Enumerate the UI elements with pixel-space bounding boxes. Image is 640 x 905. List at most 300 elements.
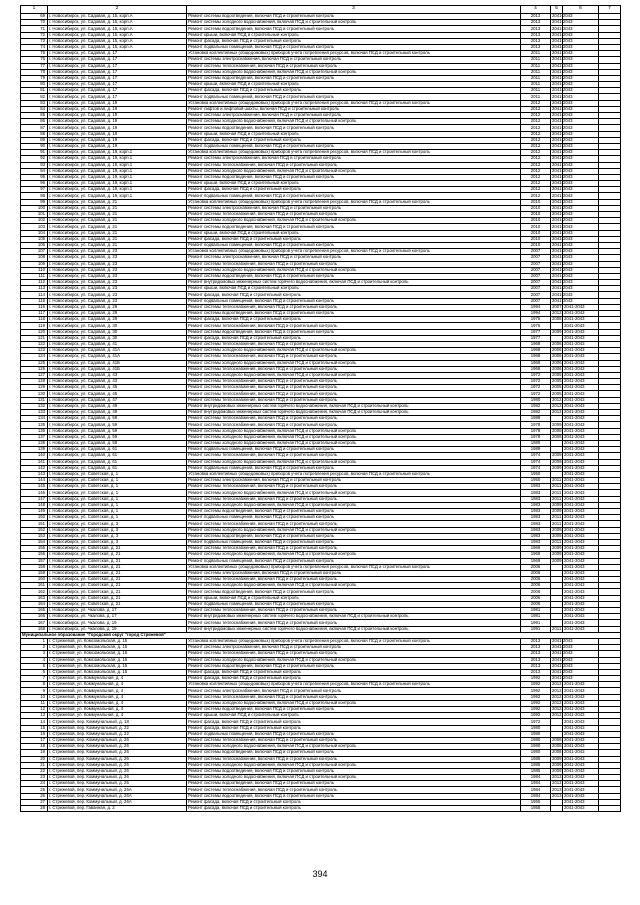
table-cell: г. Новосибирск, ул. Садовая, д. 15, корп.А (48, 14, 187, 20)
table-cell: Ремонт системы теплоснабжения, включая ПСД и строительный контроль (187, 354, 521, 360)
table-cell: 1985 (521, 756, 551, 762)
column-header: 7 (599, 6, 621, 14)
table-cell: Ремонт системы водоотведения, включая ПСД и строительный контроль (187, 533, 521, 539)
table-cell: 2041-2043 (563, 570, 599, 576)
table-cell: 1955 (521, 799, 551, 805)
table-cell: Ремонт системы водоотведения, включая ПСД и строительный контроль (187, 768, 521, 774)
table-cell: 2012 (521, 168, 551, 174)
table-cell: 162 (21, 589, 48, 595)
table-cell: 2006 (521, 601, 551, 607)
table-cell: 2041-2043 (563, 465, 599, 471)
table-cell: Ремонт системы теплоснабжения, включая ПСД и строительный контроль (187, 694, 521, 700)
table-cell: 1958 (521, 806, 551, 812)
table-cell: 11 (21, 700, 48, 706)
table-cell: 2041-2043 (563, 434, 599, 440)
table-cell: 2011 (521, 63, 551, 69)
table-cell: г. Новосибирск, ул. Садовая, д. 23 (48, 280, 187, 286)
table-row (21, 781, 621, 787)
table-cell: 2041-2043 (563, 775, 599, 781)
table-cell: г. Новосибирск, ул. Садовая, д. 17 (48, 82, 187, 88)
table-cell: г. Новосибирск, ул. Садовая, д. 17 (48, 94, 187, 100)
table-cell: 2041-2043 (552, 229, 573, 235)
table-cell: Ремонт системы холодного водоснабжения, включая ПСД и строительный контроль (187, 20, 521, 26)
table-cell: Ремонт крыши, включая ПСД и строительный контроль (187, 713, 521, 719)
table-cell: 2041-2043 (563, 391, 599, 397)
table-cell: Установка коллективных (общедомовых) приборов учета потребления ресурсов, включая ПСД и строительный контроль (187, 51, 521, 57)
table-cell: 2012 (552, 396, 562, 402)
table-cell: г. Новосибирск, ул. Садовая, д. 59 (48, 428, 187, 434)
table-cell: 2041-2043 (552, 204, 573, 210)
table-cell: г. Новосибирск, ул. Садовая, д. 19 (48, 113, 187, 119)
table-cell: 2041-2043 (563, 447, 599, 453)
table-cell: 2009 (552, 501, 562, 507)
table-cell: 2011 (521, 82, 551, 88)
table-cell: Ремонт системы холодного водоснабжения, включая ПСД и строительный контроль (187, 372, 521, 378)
table-cell: Ремонт системы электроснабжения, включая ПСД и строительный контроль (187, 688, 521, 694)
table-cell: 90 (21, 143, 48, 149)
table-cell: 2006 (552, 353, 562, 359)
table-cell: Ремонт системы теплоснабжения, включая ПСД и строительный контроль (187, 521, 521, 527)
table-cell: 2041-2043 (552, 656, 573, 662)
page-number: 394 (312, 869, 328, 879)
table-cell: Ремонт системы холодного водоснабжения, включая ПСД и строительный контроль (187, 490, 521, 496)
table-cell: 127 (21, 372, 48, 378)
table-cell: 168 (21, 626, 48, 632)
table-cell: 2041-2043 (563, 682, 599, 688)
table-cell: 2041-2043 (552, 81, 573, 87)
table-cell: 1978 (521, 428, 551, 434)
table-cell: 95 (21, 174, 48, 180)
table-cell: 2041-2043 (552, 638, 573, 644)
table-cell: г. Новосибирск, ул. Садовая, д. 17 (48, 63, 187, 69)
table-cell: 2041-2043 (563, 484, 599, 490)
table-cell: Ремонт лифтов и лифтовой шахты, включая ПСД и строительный контроль (187, 106, 521, 112)
table-cell: Ремонт подвальных помещений, включая ПСД и строительный контроль (187, 731, 521, 737)
table-cell: г. Стрежевой, пер. Коммунальный, д. 26А (48, 787, 187, 793)
table-cell: Ремонт системы водоотведения, включая ПСД и строительный контроль (187, 663, 521, 669)
table-cell: 1983 (521, 527, 551, 533)
table-cell: Ремонт системы водоотведения, включая ПСД и строительный контроль (187, 311, 521, 317)
table-cell: 157 (21, 558, 48, 564)
table-cell: г. Новосибирск, ул. Советская, д. 21 (48, 583, 187, 589)
table-cell: г. Новосибирск, ул. Садовая, д. 17 (48, 75, 187, 81)
table-cell: 2041-2043 (552, 37, 573, 43)
table-cell: Ремонт фасада, включая ПСД и строительный контроль (187, 38, 521, 44)
table-cell: Ремонт системы теплоснабжения, включая ПСД и строительный контроль (187, 608, 521, 614)
table-cell: 135 (21, 422, 48, 428)
table-cell: Ремонт системы теплоснабжения, включая ПСД и строительный контроль (187, 385, 521, 391)
table-cell: 2009 (552, 761, 562, 767)
table-cell: 138 (21, 440, 48, 446)
table-cell: Установка коллективных (общедомовых) приборов учета потребления ресурсов, включая ПСД и строительный контроль (187, 682, 521, 688)
table-cell: 137 (21, 434, 48, 440)
table-cell: Ремонт системы водоотведения, включая ПСД и строительный контроль (187, 26, 521, 32)
table-cell: 120 (21, 329, 48, 335)
table-cell: 150 (21, 515, 48, 521)
table-cell: 2041-2043 (563, 410, 599, 416)
table-cell: Ремонт подвальных помещений, включая ПСД и строительный контроль (187, 539, 521, 545)
table-cell: 1994 (521, 311, 551, 317)
table-cell: 1981 (521, 608, 551, 614)
table-cell: г. Стрежевой, пер. Коммунальный, д. 26 (48, 756, 187, 762)
table-cell: 2006 (552, 347, 562, 353)
table-cell: 1983 (521, 515, 551, 521)
table-cell: Ремонт системы холодного водоснабжения, включая ПСД и строительный контроль (187, 762, 521, 768)
table-cell: 155 (21, 546, 48, 552)
table-cell: 2041-2043 (563, 311, 599, 317)
table-cell: 119 (21, 323, 48, 329)
table-cell: 2041-2043 (552, 136, 573, 142)
table-cell: 2012 (552, 310, 562, 316)
table-row (21, 614, 621, 620)
table-cell: 2013 (521, 651, 551, 657)
table-cell: 2041-2043 (552, 669, 573, 675)
table-cell: Ремонт системы водоотведения, включая ПСД и строительный контроль (187, 174, 521, 180)
table-cell: Ремонт подвальных помещений, включая ПСД и строительный контроль (187, 558, 521, 564)
table-cell: 1968 (521, 354, 551, 360)
table-body-strezhevoy (21, 638, 621, 811)
table-row (21, 119, 621, 125)
table-cell: 2008 (552, 433, 562, 439)
table-cell: г. Стрежевой, пер. Коммунальный, д. 26 (48, 781, 187, 787)
table-cell: 2005 (552, 384, 562, 390)
table-cell: г. Стрежевой, пер. Коммунальный, д. 26 (48, 750, 187, 756)
table-cell: Ремонт системы холодного водоснабжения, включая ПСД и строительный контроль (187, 348, 521, 354)
table-cell: 2011 (552, 520, 562, 526)
table-cell: 109 (21, 261, 48, 267)
table-cell: г. Новосибирск, ул. Садовая, д. 47 (48, 397, 187, 403)
table-cell: 2041-2043 (563, 422, 599, 428)
table-cell: Ремонт крыши, включая ПСД и строительный контроль (187, 181, 521, 187)
table-cell: 28 (21, 806, 48, 812)
table-cell: 2041-2043 (552, 174, 573, 180)
table-cell: 2009 (552, 464, 562, 470)
table-cell: 2041-2043 (552, 260, 573, 266)
table-cell: 2013 (521, 26, 551, 32)
table-cell: 1989 (521, 440, 551, 446)
table-cell: г. Новосибирск, ул. Советская, д. 21 (48, 601, 187, 607)
table-cell: 2041-2043 (563, 354, 599, 360)
table-cell: Ремонт системы теплоснабжения, включая ПСД и строительный контроль (187, 737, 521, 743)
table-cell: 1950 (521, 478, 551, 484)
table-cell: г. Новосибирск, ул. Садовая, д. 19 (48, 143, 187, 149)
table-cell: г. Стрежевой, пер. Коммунальный, д. 26А (48, 793, 187, 799)
table-cell: г. Стрежевой, ул. Комсомольская, д. 15 (48, 663, 187, 669)
table-cell: г. Новосибирск, ул. Садовая, д. 19, корп.1 (48, 150, 187, 156)
table-cell: 2012 (521, 150, 551, 156)
table-cell: 167 (21, 620, 48, 626)
table-cell: 2041-2043 (552, 31, 573, 37)
table-cell: Ремонт крыши, включая ПСД и строительный контроль (187, 131, 521, 137)
table-cell: г. Стрежевой, пер. Коммунальный, д. 26А (48, 799, 187, 805)
table-cell: 1985 (521, 768, 551, 774)
table-body-main (21, 14, 621, 633)
table-cell: Ремонт системы холодного водоснабжения, включая ПСД и строительный контроль (187, 583, 521, 589)
table-cell: 1972 (521, 719, 551, 725)
table-cell: 1992 (521, 694, 551, 700)
table-cell: г. Новосибирск, ул. Садовая, д. 19, корп.1 (48, 168, 187, 174)
table-cell: 112 (21, 280, 48, 286)
table-cell: 2012 (552, 712, 562, 718)
table-cell: 2009 (552, 557, 562, 563)
table-cell: 2041-2043 (563, 694, 599, 700)
table-cell: 2041-2043 (552, 235, 573, 241)
table-cell: 107 (21, 249, 48, 255)
table-cell: 1984 (521, 787, 551, 793)
table-cell: Ремонт системы холодного водоснабжения, включая ПСД и строительный контроль (187, 700, 521, 706)
table-cell: Ремонт крыши, включая ПСД и строительный контроль (187, 286, 521, 292)
table-cell: 2041-2043 (563, 601, 599, 607)
table-cell: 2006 (521, 570, 551, 576)
table-cell: 1983 (521, 521, 551, 527)
table-cell: г. Новосибирск, ул. Садовая, д. 41А (48, 354, 187, 360)
table-cell: г. Новосибирск, ул. Советская, д. 3 (48, 533, 187, 539)
table-cell: 2041-2043 (563, 799, 599, 805)
table-cell: Установка коллективных (общедомовых) приборов учета потребления ресурсов, включая ПСД и строительный контроль (187, 471, 521, 477)
table-cell: 2007 (521, 292, 551, 298)
table-cell: Ремонт подвальных помещений, включая ПСД и строительный контроль (187, 143, 521, 149)
table-cell: 2041-2043 (563, 348, 599, 354)
table-cell: г. Новосибирск, ул. Советская, д. 3 (48, 521, 187, 527)
table-cell: 2011 (552, 495, 562, 501)
table-cell: 2012 (552, 693, 562, 699)
table-cell: 2041-2043 (563, 787, 599, 793)
table-cell: 2041-2043 (563, 546, 599, 552)
table-cell: 1984 (521, 775, 551, 781)
table-cell: 2006 (521, 577, 551, 583)
table-cell: 19 (21, 750, 48, 756)
table-cell: 2006 (552, 341, 562, 347)
table-cell: 2041-2043 (563, 731, 599, 737)
table-cell: г. Новосибирск, ул. Садовая, д. 21 (48, 242, 187, 248)
table-cell: Установка коллективных (общедомовых) приборов учета потребления ресурсов, включая ПСД и строительный контроль (187, 199, 521, 205)
table-cell: Ремонт фасада, включая ПСД и строительный контроль (187, 676, 521, 682)
table-cell: 2041-2043 (563, 379, 599, 385)
table-cell: 2013 (552, 780, 562, 786)
table-cell: г. Новосибирск, ул. Садовая, д. 23 (48, 286, 187, 292)
table-cell: г. Новосибирск, ул. Садовая, д. 45 (48, 391, 187, 397)
table-cell: г. Стрежевой, ул. Коммунальная, д. 4 (48, 694, 187, 700)
table-cell: 2041-2043 (552, 285, 573, 291)
table-cell: Ремонт системы холодного водоснабжения, включая ПСД и строительный контроль (187, 502, 521, 508)
table-cell: г. Новосибирск, ул. Садовая, д. 21 (48, 230, 187, 236)
table-cell: 2041-2043 (563, 397, 599, 403)
table-cell: 2013 (552, 792, 562, 798)
table-cell: 1968 (521, 348, 551, 354)
table-cell (551, 806, 563, 812)
table-cell: 2041-2043 (563, 781, 599, 787)
table-cell: 116 (21, 304, 48, 310)
table-cell: 154 (21, 539, 48, 545)
table-cell: Ремонт подвальных помещений, включая ПСД и строительный контроль (187, 242, 521, 248)
table-cell: 1950 (521, 471, 551, 477)
table-cell: 139 (21, 447, 48, 453)
table-cell: 2041-2043 (563, 719, 599, 725)
table-cell: 1972 (521, 379, 551, 385)
table-cell: г. Новосибирск, ул. Садовая, д. 15, корп.А (48, 32, 187, 38)
table-cell: 14 (21, 719, 48, 725)
table-cell: 2041-2043 (552, 75, 573, 81)
table-cell: 1977 (521, 329, 551, 335)
table-cell: 4 (21, 657, 48, 663)
table-cell: 2011 (521, 69, 551, 75)
table-cell: г. Новосибирск, ул. Садовая, д. 17 (48, 51, 187, 57)
table-row (21, 385, 621, 391)
table-cell: Ремонт системы холодного водоснабжения, включая ПСД и строительный контроль (187, 267, 521, 273)
table-cell: 2013 (521, 669, 551, 675)
table-cell: Ремонт крыши, включая ПСД и строительный контроль (187, 32, 521, 38)
table-cell: г. Новосибирск, ул. Садовая, д. 17 (48, 57, 187, 63)
table-cell: 1969 (521, 558, 551, 564)
table-cell: 2009 (552, 452, 562, 458)
table-cell: 2041-2043 (563, 453, 599, 459)
table-cell: Ремонт системы теплоснабжения, включая ПСД и строительный контроль (187, 397, 521, 403)
table-cell: г. Новосибирск, ул. Садовая, д. 19 (48, 131, 187, 137)
table-cell: 2010 (521, 199, 551, 205)
table-cell: Ремонт системы холодного водоснабжения, включая ПСД и строительный контроль (187, 360, 521, 366)
table-cell: Ремонт системы теплоснабжения, включая ПСД и строительный контроль (187, 787, 521, 793)
table-cell: г. Стрежевой, ул. Коммунальная, д. 4 (48, 707, 187, 713)
table-cell: 156 (21, 552, 48, 558)
table-cell: 2012 (521, 125, 551, 131)
table-cell: 2011 (552, 483, 562, 489)
table-cell: Ремонт фасада, включая ПСД и строительный контроль (187, 806, 521, 812)
table-cell: 12 (21, 707, 48, 713)
table-cell: Ремонт подвальных помещений, включая ПСД и строительный контроль (187, 298, 521, 304)
table-cell: г. Стрежевой, пер. Гаванная, д. 2 (48, 806, 187, 812)
table-cell: 2041-2043 (563, 583, 599, 589)
table-cell: г. Новосибирск, ул. Садовая, д. 23 (48, 273, 187, 279)
table-cell: г. Новосибирск, ул. Чкалова, д. 17 (48, 608, 187, 614)
table-cell: г. Новосибирск, ул. Садовая, д. 30 (48, 329, 187, 335)
table-cell: 1978 (521, 422, 551, 428)
table-cell: г. Новосибирск, ул. Садовая, д. 41Б (48, 366, 187, 372)
table-cell: 15 (21, 725, 48, 731)
table-cell: г. Новосибирск, ул. Советская, д. 21 (48, 558, 187, 564)
table-cell: 2041-2043 (563, 502, 599, 508)
table-cell: Ремонт системы теплоснабжения, включая ПСД и строительный контроль (187, 484, 521, 490)
table-cell: г. Новосибирск, ул. Советская, д. 21 (48, 570, 187, 576)
table-cell: 2041-2043 (563, 688, 599, 694)
table-cell: 2041-2043 (552, 87, 573, 93)
table-cell: 2041-2043 (563, 490, 599, 496)
table-cell: 2006 (552, 365, 562, 371)
table-cell: 2006 (521, 595, 551, 601)
table-cell: Ремонт системы теплоснабжения, включая ПСД и строительный контроль (187, 261, 521, 267)
table-cell: 2041-2043 (563, 515, 599, 521)
table-cell: 1994 (521, 304, 551, 310)
table-cell: 97 (21, 187, 48, 193)
table-cell: г. Стрежевой, пер. Коммунальный, д. 22 (48, 725, 187, 731)
table-cell: г. Новосибирск, ул. Садовая, д. 61 (48, 459, 187, 465)
table-cell: 1991 (521, 620, 551, 626)
table-cell: 2009 (552, 508, 562, 514)
table-cell: 1989 (521, 447, 551, 453)
table-cell: 2041-2043 (563, 521, 599, 527)
table-cell: 1992 (521, 688, 551, 694)
table-cell: Ремонт системы водоотведения, включая ПСД и строительный контроль (187, 329, 521, 335)
table-cell: Ремонт фасада, включая ПСД и строительный контроль (187, 317, 521, 323)
table-cell: 2041-2043 (563, 533, 599, 539)
table-cell: г. Новосибирск, ул. Садовая, д. 19, корп.1 (48, 162, 187, 168)
table-cell: 25 (21, 787, 48, 793)
table-cell: г. Новосибирск, ул. Садовая, д. 29 (48, 317, 187, 323)
table-cell: г. Новосибирск, ул. Садовая, д. 21 (48, 236, 187, 242)
table-cell: 1972 (521, 372, 551, 378)
table-cell: 92 (21, 156, 48, 162)
table-cell: 2041-2043 (563, 335, 599, 341)
table-cell: 143 (21, 471, 48, 477)
table-cell: 2041-2043 (563, 440, 599, 446)
table-cell: 2041-2043 (552, 266, 573, 272)
table-row (21, 806, 621, 812)
table-cell: Ремонт подвальных помещений, включая ПСД и строительный контроль (187, 193, 521, 199)
table-cell: 2041-2043 (563, 317, 599, 323)
table-cell: 2041-2043 (563, 725, 599, 731)
table-cell: 9 (21, 688, 48, 694)
table-cell: 1983 (521, 496, 551, 502)
table-cell: 26 (21, 793, 48, 799)
table-cell: 2013 (521, 638, 551, 644)
column-header: 5 (551, 6, 563, 14)
table-cell: 2041-2043 (552, 180, 573, 186)
table-cell: 166 (21, 614, 48, 620)
table-cell: 152 (21, 527, 48, 533)
table-cell: Ремонт системы электроснабжения, включая ПСД и строительный контроль (187, 645, 521, 651)
table-cell: 8 (21, 682, 48, 688)
table-row (21, 682, 621, 688)
table-cell: г. Стрежевой, пер. Коммунальный, д. 18 (48, 719, 187, 725)
table-cell: г. Стрежевой, ул. Комсомольская, д. 15 (48, 651, 187, 657)
table-row (21, 218, 621, 224)
table-cell: Ремонт системы холодного водоснабжения, включая ПСД и строительный контроль (187, 218, 521, 224)
table-cell: 2041-2043 (552, 217, 573, 223)
table-cell: 2041-2043 (563, 509, 599, 515)
table-cell: 1980 (521, 397, 551, 403)
table-cell: г. Новосибирск, ул. Советская, д. 21 (48, 552, 187, 558)
table-cell: 71 (21, 26, 48, 32)
table-cell: Ремонт внутридомовых инженерных систем горячего водоснабжения, включая ПСД и строительный контроль (187, 410, 521, 416)
table-cell: Ремонт системы теплоснабжения, включая ПСД и строительный контроль (187, 162, 521, 168)
table-cell: г. Стрежевой, ул. Комсомольская, д. 15 (48, 657, 187, 663)
table-cell: г. Новосибирск, ул. Садовая, д. 19, корп.1 (48, 187, 187, 193)
table-row (21, 484, 621, 490)
table-cell: г. Новосибирск, ул. Садовая, д. 19 (48, 100, 187, 106)
table-cell: г. Новосибирск, ул. Садовая, д. 59 (48, 440, 187, 446)
table-cell: г. Стрежевой, ул. Коммунальная, д. 4 (48, 700, 187, 706)
table-cell: 1992 (521, 676, 551, 682)
table-cell: Ремонт системы электроснабжения, включая ПСД и строительный контроль (187, 57, 521, 63)
table-row (21, 416, 621, 422)
table-cell: 83 (21, 100, 48, 106)
table-cell: 2041-2043 (563, 416, 599, 422)
table-cell: г. Новосибирск, ул. Садовая, д. 23 (48, 292, 187, 298)
table-cell: 2012 (521, 143, 551, 149)
table-cell: 2041-2043 (563, 366, 599, 372)
table-cell: 2041-2043 (563, 737, 599, 743)
table-cell: г. Стрежевой, пер. Коммунальный, д. 26 (48, 744, 187, 750)
table-cell: Ремонт системы теплоснабжения, включая ПСД и строительный контроль (187, 379, 521, 385)
table-cell: 2009 (552, 768, 562, 774)
table-cell: Ремонт системы теплоснабжения, включая ПСД и строительный контроль (187, 304, 521, 310)
table-cell: Ремонт фасада, включая ПСД и строительный контроль (187, 669, 521, 675)
table-cell: г. Новосибирск, ул. Садовая, д. 59 (48, 422, 187, 428)
table-cell: 88 (21, 131, 48, 137)
table-cell: Ремонт системы теплоснабжения, включая ПСД и строительный контроль (187, 323, 521, 329)
table-cell: 1983 (521, 509, 551, 515)
table-cell: 93 (21, 162, 48, 168)
table-cell: Ремонт системы водоотведения, включая ПСД и строительный контроль (187, 793, 521, 799)
